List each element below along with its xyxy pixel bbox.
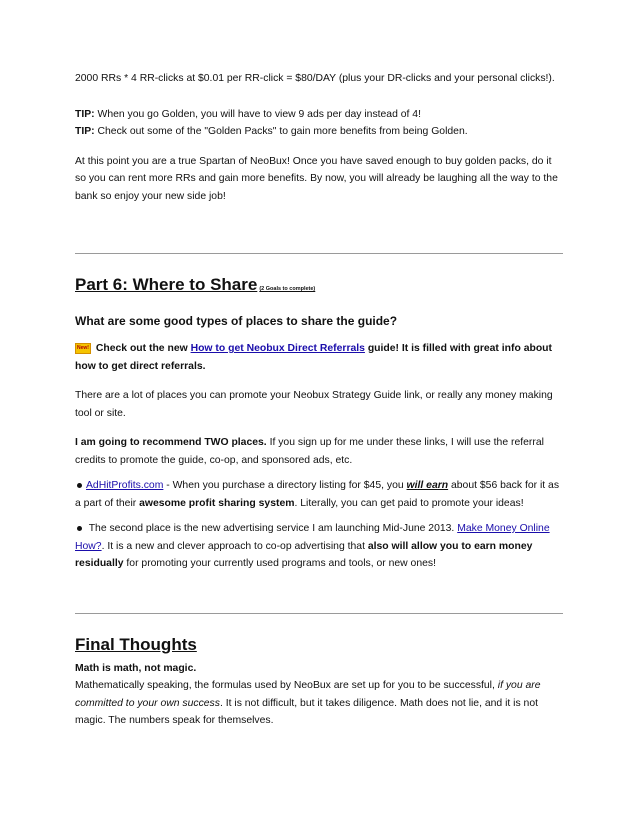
bullet2-text-c: for promoting your currently used programs and tools, or new ones! — [123, 558, 436, 569]
bullet-icon — [77, 526, 82, 531]
math-bold: Math is math, not magic. — [75, 662, 197, 674]
bullet2-text-b: . It is a new and clever approach to co-op advertising that — [101, 540, 368, 552]
bullet2-text-a: The second place is the new advertising service I am launching Mid-June 2013. — [86, 523, 458, 534]
bullet1-text-a: - When you purchase a directory listing for $45, you — [163, 480, 407, 491]
recommend-paragraph — [75, 434, 565, 469]
tip-text: Check out some of the "Golden Packs" to gain more benefits from being Golden. — [94, 126, 468, 137]
tip-golden-ads — [75, 106, 565, 124]
rr-calculation-text: 2000 RRs * 4 RR-clicks at $0.01 per RR-click = $80/DAY (plus your DR-clicks and your personal clicks!). — [75, 73, 555, 84]
share-question-text: What are some good types of places to share the guide? — [75, 314, 398, 328]
spartan-paragraph — [75, 153, 565, 206]
bullet1-text-b: about $56 back for it as a part of their — [75, 480, 560, 509]
math-paragraph — [75, 677, 565, 730]
part6-heading — [75, 274, 565, 300]
bullet-make-money-online — [75, 520, 565, 573]
places-paragraph — [75, 387, 565, 422]
earn-residually-text: also will allow you to earn money residually — [75, 540, 533, 569]
final-thoughts-heading — [75, 634, 565, 656]
bullet-icon — [77, 483, 82, 488]
make-money-online-link[interactable]: Make Money Online How? — [75, 523, 550, 552]
tip-text: When you go Golden, you will have to view 9 ads per day instead of 4! — [94, 108, 421, 120]
checkout-paragraph — [75, 340, 565, 375]
bullet1-text-c: . Literally, you can get paid to promote your ideas! — [294, 497, 524, 509]
final-thoughts-title: Final Thoughts — [75, 634, 197, 654]
will-earn-text: will earn — [406, 480, 449, 491]
adhitprofits-link[interactable]: AdHitProfits.com — [86, 480, 164, 491]
recommend-text: If you sign up for me under these links, I will use the referral credits to promote the guide, co-op, and sponsored ads, etc. — [75, 437, 544, 466]
new-badge-icon: New! — [75, 343, 91, 354]
part6-goals: (2 Goals to complete) — [259, 286, 316, 292]
math-heading — [75, 660, 565, 678]
math-text-b: . It is not difficult, but it takes diligence. Math does not lie, and it is not magic. The numbers speak for themselves. — [75, 697, 539, 726]
rr-calculation — [75, 70, 565, 88]
profit-sharing-text: awesome profit sharing system — [139, 497, 295, 509]
tip-label: TIP: — [75, 108, 95, 120]
recommend-bold: I am going to recommend TWO places. — [75, 437, 267, 448]
document-content — [75, 70, 565, 730]
tip-label: TIP: — [75, 126, 95, 137]
math-text-a: Mathematically speaking, the formulas used by NeoBux are set up for you to be successful, — [75, 680, 498, 691]
checkout-post: guide! It is filled with great info about how to get direct referrals. — [75, 343, 552, 372]
share-question — [75, 312, 565, 330]
tip-golden-packs — [75, 123, 565, 141]
direct-referrals-link[interactable]: How to get Neobux Direct Referrals — [190, 343, 365, 354]
part6-title: Part 6: Where to Share — [75, 275, 258, 294]
spartan-text: At this point you are a true Spartan of NeoBux! Once you have saved enough to buy golden packs, do it so you can rent more RRs and gain more benefits. By now, you will already be laughing all the way to the bank so enjoy your new side job! — [75, 155, 558, 202]
places-text: There are a lot of places you can promote your Neobux Strategy Guide link, or really any money making tool or site. — [75, 390, 553, 419]
checkout-pre: Check out the new — [93, 343, 191, 354]
bullet-adhitprofits — [75, 477, 565, 512]
math-italic: if you are committed to your own success — [75, 680, 541, 709]
